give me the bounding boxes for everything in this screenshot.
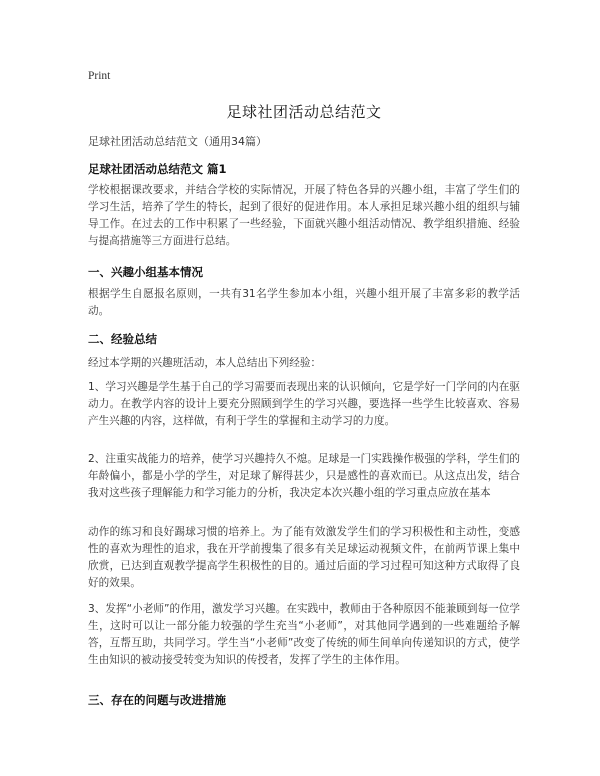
document-subtitle: 足球社团活动总结范文（通用34篇） [88,135,267,148]
print-label[interactable]: Print [88,70,111,82]
section-heading-basic-info: 一、兴趣小组基本情况 [88,265,203,279]
section-heading-issues: 三、存在的问题与改进措施 [88,693,226,707]
experience-point-2-part-2: 动作的练习和良好踢球习惯的培养上。为了能有效激发学生们的学习积极性和主动性，变感性的喜欢为理性的追求，我在开学前搜集了很多有关足球运动视频文件，在前两节课上集中欣赏，已达到直观教学提高学生积极性的目的。通过后面的学习过程可知这种方式取得了良好的效果。 [88,526,520,589]
experience-point-2-part-1: 2、注重实战能力的培养，使学习兴趣持久不熄。足球是一门实践操作极强的学科，学生们的年龄偏小，都是小学的学生，对足球了解得甚少，只是感性的喜欢而已。从这点出发，结合我对这些孩子理解能力和学习能力的分析，我决定本次兴趣小组的学习重点应放在基本 [88,453,520,499]
page-title: 足球社团活动总结范文 [226,103,382,121]
article-heading: 足球社团活动总结范文 篇1 [88,162,227,176]
experience-point-1: 1、学习兴趣是学生基于自己的学习需要而表现出来的认识倾向，它是学好一门学问的内在驱动力。在教学内容的设计上要充分照顾到学生的学习兴趣，要选择一些学生比较喜欢、容易产生兴趣的内容，这样做，有利于学生的掌握和主动学习的力度。 [88,381,520,427]
intro-paragraph: 学校根据课改要求，并结合学校的实际情况，开展了特色各异的兴趣小组，丰富了学生们的学习生活，培养了学生的特长，起到了很好的促进作用。本人承担足球兴趣小组的组织与辅导工作。在过去的工作中积累了一些经验，下面就兴趣小组活动情况、教学组织措施、经验与提高措施等三方面进行总结。 [88,184,520,247]
experience-intro-paragraph: 经过本学期的兴趣班活动，本人总结出下列经验： [88,357,322,369]
section-heading-experience: 二、经验总结 [88,332,157,346]
experience-point-3: 3、发挥“小老师”的作用，激发学习兴趣。在实践中，教师由于各种原因不能兼顾到每一位学生，这时可以让一部分能力较强的学生充当“小老师”，对其他同学遇到的一些难题给予解答，互帮互助，共同学习。学生当“小老师”改变了传统的师生间单向传递知识的方式，使学生由知识的被动接受转变为知识的传授者，发挥了学生的主体作用。 [88,603,520,666]
basic-info-paragraph: 根据学生自愿报名原则，一共有31名学生参加本小组，兴趣小组开展了丰富多彩的教学活动。 [88,288,520,317]
